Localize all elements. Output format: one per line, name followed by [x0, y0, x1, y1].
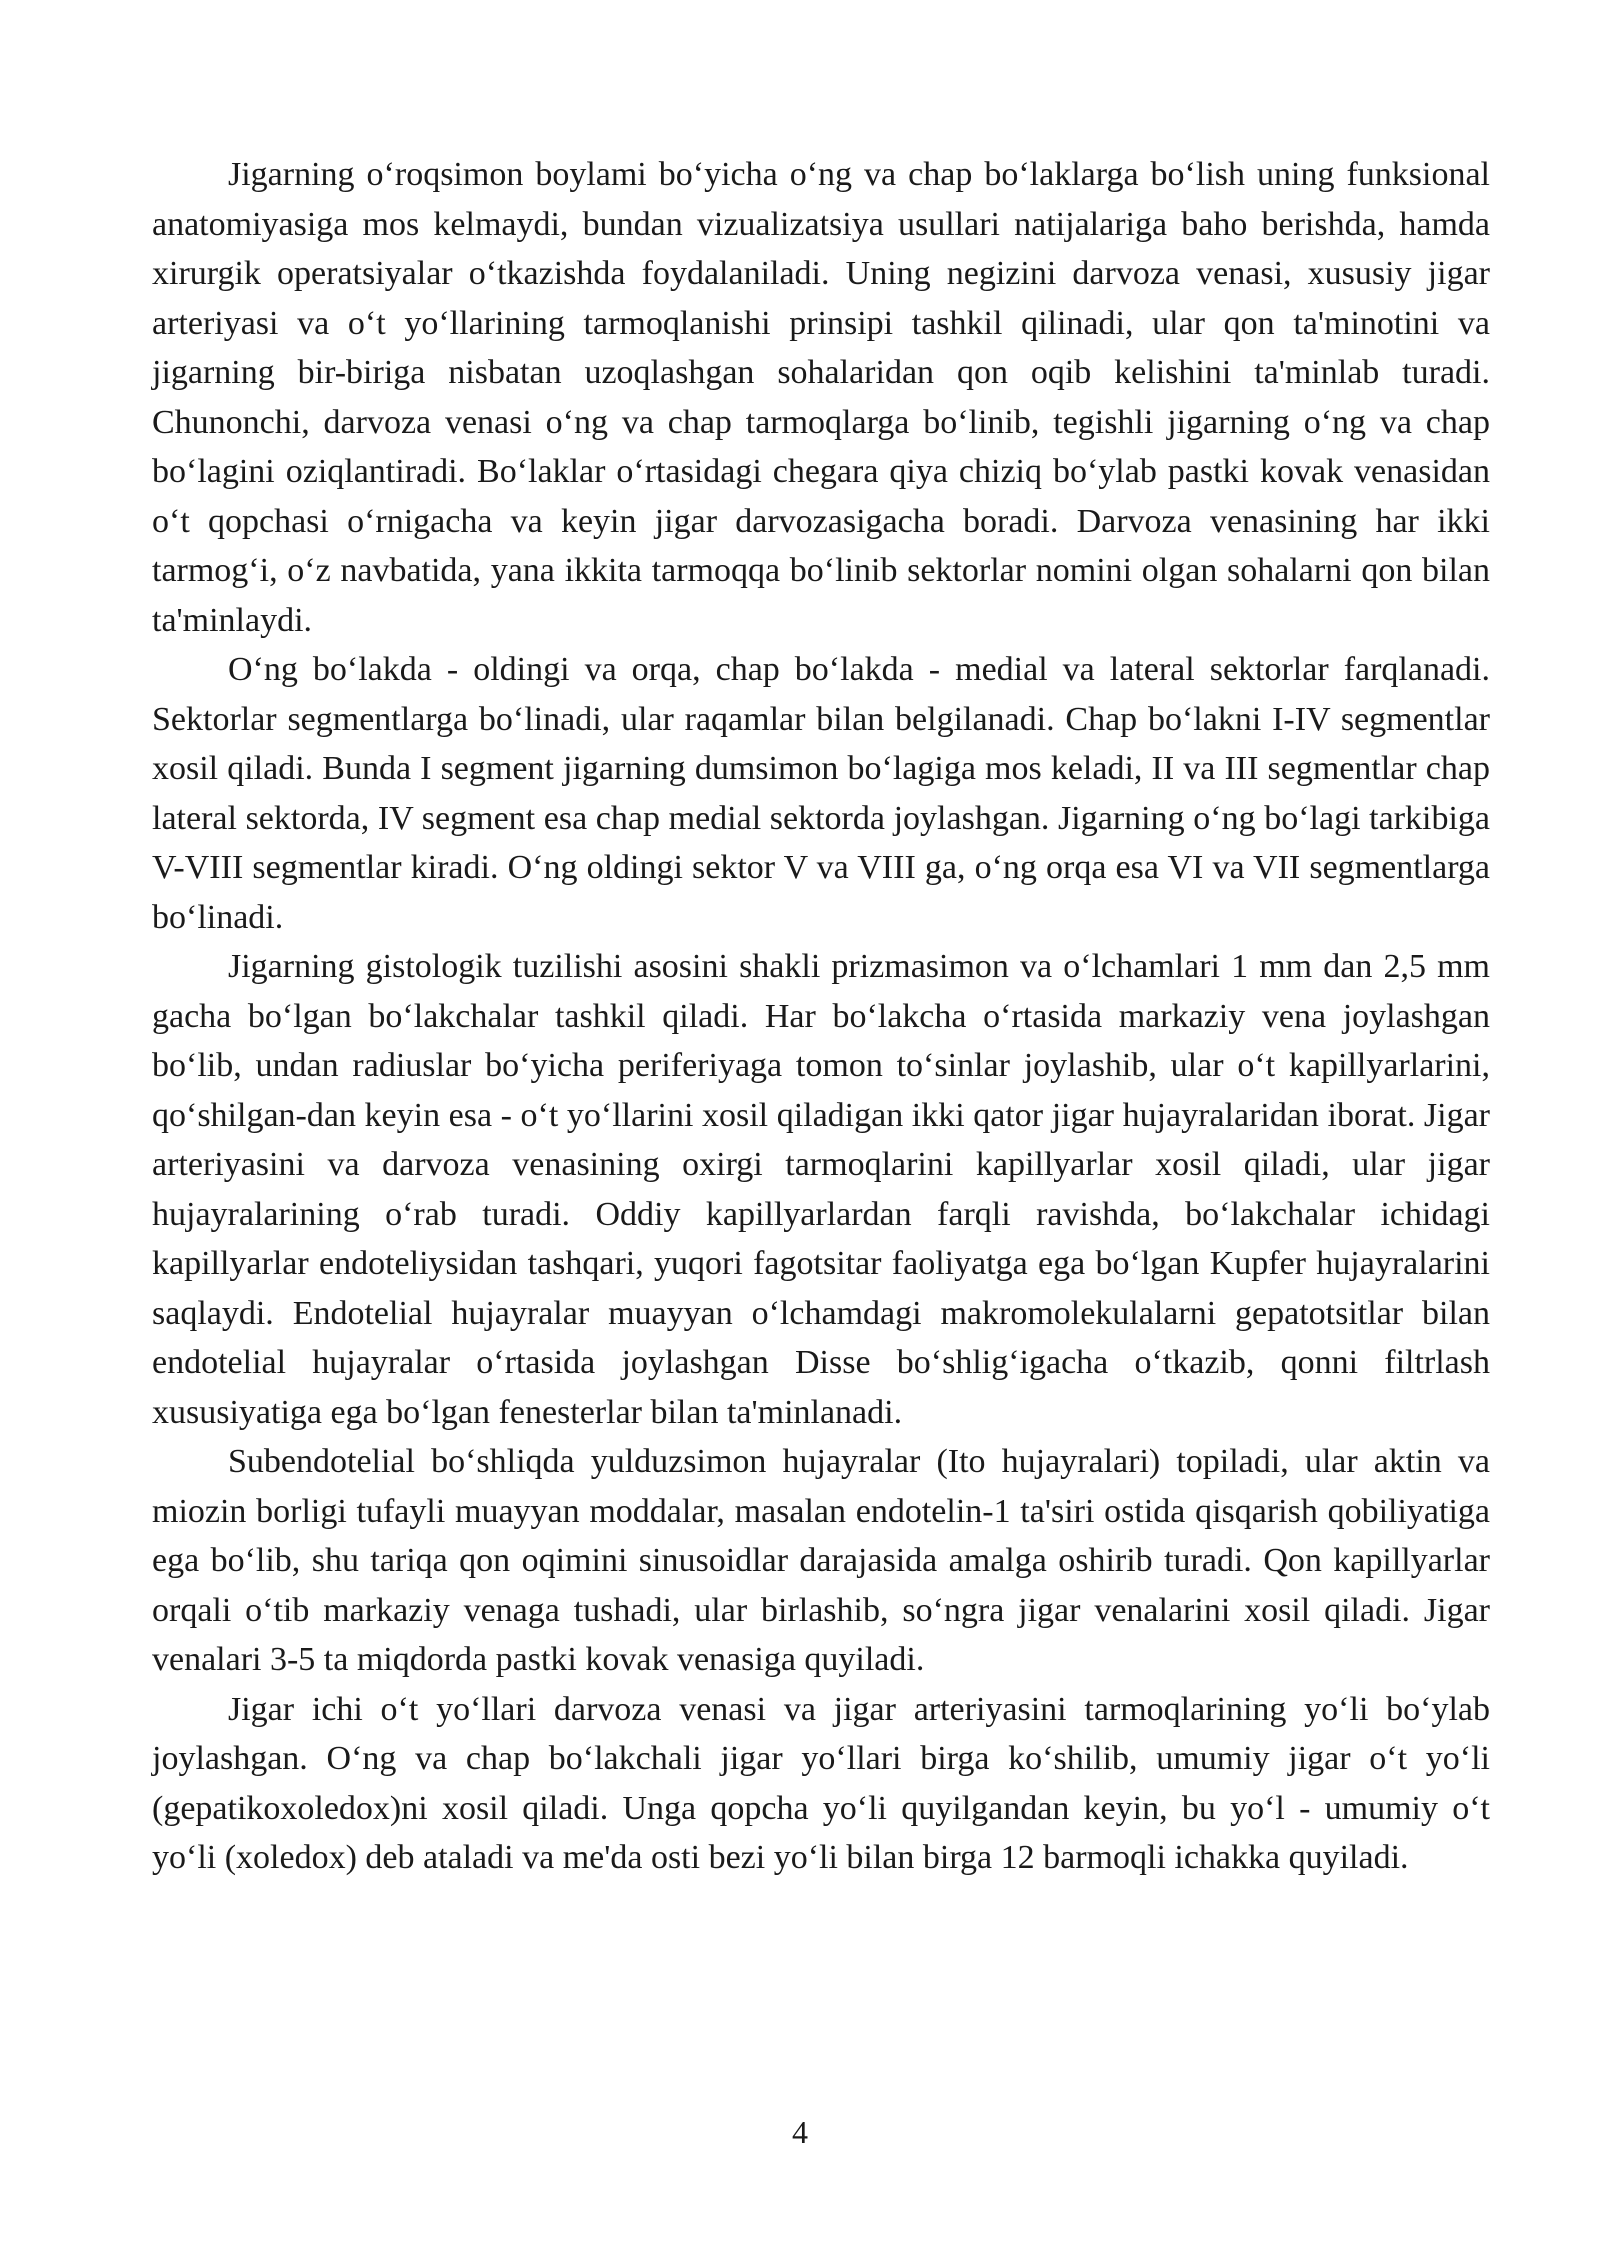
paragraph-1: Jigarning o‘roqsimon boylami bo‘yicha o‘ng va chap bo‘laklarga bo‘lish uning funksional anatomiyasiga mos kelmaydi, bundan vizualizatsiya usullari natijalariga baho berishda, hamda xirurgik operatsiyalar o‘tkazishda foydalaniladi. Uning negizini darvoza venasi, xususiy jigar arteriyasi va o‘t yo‘llarining tarmoqlanishi prinsipi tashkil qilinadi, ular qon ta'minotini va jigarning bir-biriga nisbatan uzoqlashgan sohalaridan qon oqib kelishini ta'minlab turadi. Chunonchi, darvoza venasi o‘ng va chap tarmoqlarga bo‘linib, tegishli jigarning o‘ng va chap bo‘lagini oziqlantiradi. Bo‘laklar o‘rtasidagi chegara qiya chiziq bo‘ylab pastki kovak venasidan o‘t qopchasi o‘rnigacha va keyin jigar darvozasigacha boradi. Darvoza venasining har ikki tarmog‘i, o‘z navbatida, yana ikkita tarmoqqa bo‘linib sektorlar nomini olgan sohalarni qon bilan ta'minlaydi.	[152, 156, 1490, 639]
paragraph-4: Subendotelial bo‘shliqda yulduzsimon hujayralar (Ito hujayralari) topiladi, ular aktin va miozin borligi tufayli muayyan moddalar, masalan endotelin-1 ta'siri ostida qisqarish qobiliyatiga ega bo‘lib, shu tariqa qon oqimini sinusoidlar darajasida amalga oshirib turadi. Qon kapillyarlar orqali o‘tib markaziy venaga tushadi, ular birlashib, so‘ngra jigar venalarini xosil qiladi. Jigar venalari 3-5 ta miqdorda pastki kovak venasiga quyiladi.	[152, 1443, 1490, 1678]
paragraph-2: O‘ng bo‘lakda - oldingi va orqa, chap bo‘lakda - medial va lateral sektorlar farqlanadi. Sektorlar segmentlarga bo‘linadi, ular raqamlar bilan belgilanadi. Chap bo‘lakni I-IV segmentlar xosil qiladi. Bunda I segment jigarning dumsimon bo‘lagiga mos keladi, II va III segmentlar chap lateral sektorda, IV segment esa chap medial sektorda joylashgan. Jigarning o‘ng bo‘lagi tarkibiga V-VIII segmentlar kiradi. O‘ng oldingi sektor V va VIII ga, o‘ng orqa esa VI va VII segmentlarga bo‘linadi.	[152, 651, 1490, 936]
page-number: 4	[792, 2114, 808, 2150]
body-text	[152, 150, 1490, 1883]
paragraph-3: Jigarning gistologik tuzilishi asosini shakli prizmasimon va o‘lchamlari 1 mm dan 2,5 mm gacha bo‘lgan bo‘lakchalar tashkil qiladi. Har bo‘lakcha o‘rtasida markaziy vena joylashgan bo‘lib, undan radiuslar bo‘yicha periferiyaga tomon to‘sinlar joylashib, ular o‘t kapillyarlarini, qo‘shilgan-dan keyin esa - o‘t yo‘llarini xosil qiladigan ikki qator jigar hujayralaridan iborat. Jigar arteriyasini va darvoza venasining oxirgi tarmoqlarini kapillyarlar xosil qiladi, ular jigar hujayralarining o‘rab turadi. Oddiy kapillyarlardan farqli ravishda, bo‘lakchalar ichidagi kapillyarlar endoteliysidan tashqari, yuqori fagotsitar faoliyatga ega bo‘lgan Kupfer hujayralarini saqlaydi. Endotelial hujayralar muayyan o‘lchamdagi makromolekulalarni gepatotsitlar bilan endotelial hujayralar o‘rtasida joylashgan Disse bo‘shlig‘igacha o‘tkazib, qonni filtrlash xususiyatiga ega bo‘lgan fenesterlar bilan ta'minlanadi.	[152, 948, 1490, 1431]
paragraph-5: Jigar ichi o‘t yo‘llari darvoza venasi va jigar arteriyasini tarmoqlarining yo‘li bo‘ylab joylashgan. O‘ng va chap bo‘lakchali jigar yo‘llari birga ko‘shilib, umumiy jigar o‘t yo‘li (gepatikoxoledox)ni xosil qiladi. Unga qopcha yo‘li quyilgandan keyin, bu yo‘l - umumiy o‘t yo‘li (xoledox) deb ataladi va me'da osti bezi yo‘li bilan birga 12 barmoqli ichakka quyiladi.	[152, 1690, 1490, 1876]
